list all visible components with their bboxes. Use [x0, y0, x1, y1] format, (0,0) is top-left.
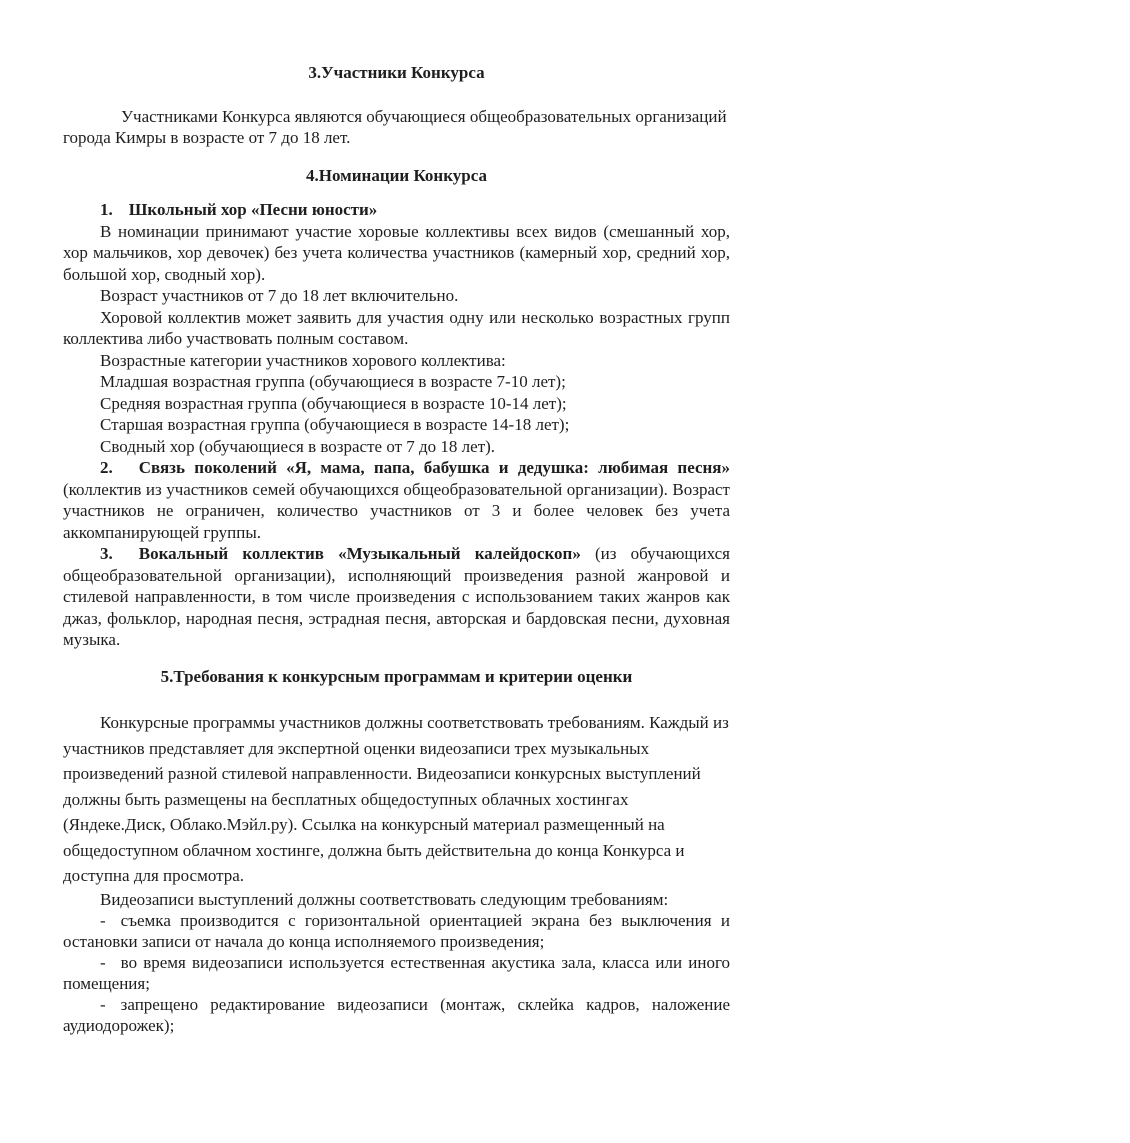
- video-requirement-text: во время видеозаписи используется естественная акустика зала, класса или иного помещения;: [63, 953, 730, 993]
- document-page: [63, 62, 730, 1036]
- section-5-heading: 5.Требования к конкурсным программам и критерии оценки: [160, 666, 633, 686]
- section-5-paragraph-programs: Конкурсные программы участников должны соответствовать требованиям. Каждый из участников представляет для экспертной оценки видеозаписи трех музыкальных произведений разной стилевой направленности. Видеозаписи конкурсных выступлений должны быть размещены на бесплатных общедоступных облачных хостингах (Яндеке.Диск, Облако.Мэйл.ру). Ссылка на конкурсный материал размещенный на общедоступном облачном хостинге, должна быть действительна до конца Конкурса и доступна для просмотра.: [63, 713, 729, 885]
- nomination-3-name: Вокальный коллектив «Музыкальный калейдоскоп»: [138, 544, 581, 563]
- nomination-3-number: 3.: [100, 544, 113, 563]
- dash-bullet-marker: -: [100, 953, 106, 972]
- section-5-paragraph-video-intro: Видеозаписи выступлений должны соответствовать следующим требованиям:: [100, 889, 669, 909]
- section-4-heading: 4.Номинации Конкурса: [306, 165, 487, 185]
- nomination-1-title: [63, 199, 730, 221]
- nomination-1-paragraph-categories-label: Возрастные категории участников хорового коллектива:: [100, 350, 506, 370]
- nomination-3-description: (из обучающихся общеобразовательной организации), исполняющий произведения разной жанровой и стилевой направленности, в том числе произведения с использованием таких жанров как джаз, фольклор, народная песня, эстрадная песня, авторская и бардовская песни, духовная музыка.: [63, 544, 730, 649]
- video-requirement-item: [63, 994, 730, 1036]
- video-requirement-item: [63, 952, 730, 994]
- dash-bullet-marker: -: [100, 911, 106, 930]
- section-3-paragraph: Участниками Конкурса являются обучающиеся общеобразовательных организаций города Кимры в возрасте от 7 до 18 лет.: [63, 106, 727, 147]
- age-group-junior: Младшая возрастная группа (обучающиеся в возрасте 7-10 лет);: [100, 372, 566, 391]
- nomination-2-name: Связь поколений «Я, мама, папа, бабушка и дедушка: любимая песня»: [138, 458, 730, 477]
- video-requirement-text: запрещено редактирование видеозаписи (монтаж, склейка кадров, наложение аудиодорожек);: [63, 995, 730, 1035]
- nomination-1-paragraph-groups: Хоровой коллектив может заявить для участия одну или несколько возрастных групп коллектива либо участвовать полным составом.: [63, 307, 730, 348]
- age-group-middle: Средняя возрастная группа (обучающиеся в возрасте 10-14 лет);: [100, 393, 567, 413]
- nomination-2-item: [63, 457, 730, 543]
- dash-bullet-marker: -: [100, 995, 106, 1014]
- age-group-combined: Сводный хор (обучающиеся в возрасте от 7 до 18 лет).: [100, 436, 496, 456]
- nomination-1-number: 1.: [100, 200, 113, 219]
- nomination-1-paragraph-choirs: В номинации принимают участие хоровые коллективы всех видов (смешанный хор, хор мальчиков, хор девочек) без учета количества участников (камерный хор, средний хор, большой хор, сводный хор).: [63, 221, 730, 284]
- nomination-1-name: Школьный хор «Песни юности»: [128, 200, 378, 219]
- nomination-1-paragraph-age: Возраст участников от 7 до 18 лет включительно.: [100, 286, 459, 305]
- video-requirement-item: [63, 910, 730, 952]
- nomination-2-description: (коллектив из участников семей обучающихся общеобразовательной организации). Возраст участников не ограничен, количество участников от 3 и более человек без учета аккомпанирующей группы.: [63, 479, 730, 542]
- age-group-senior: Старшая возрастная группа (обучающиеся в возрасте 14-18 лет);: [100, 415, 570, 434]
- nomination-3-item: [63, 543, 730, 651]
- section-3-heading: 3.Участники Конкурса: [308, 63, 485, 82]
- nomination-2-number: 2.: [100, 458, 113, 477]
- video-requirement-text: съемка производится с горизонтальной ориентацией экрана без выключения и остановки записи от начала до конца исполняемого произведения;: [63, 911, 730, 951]
